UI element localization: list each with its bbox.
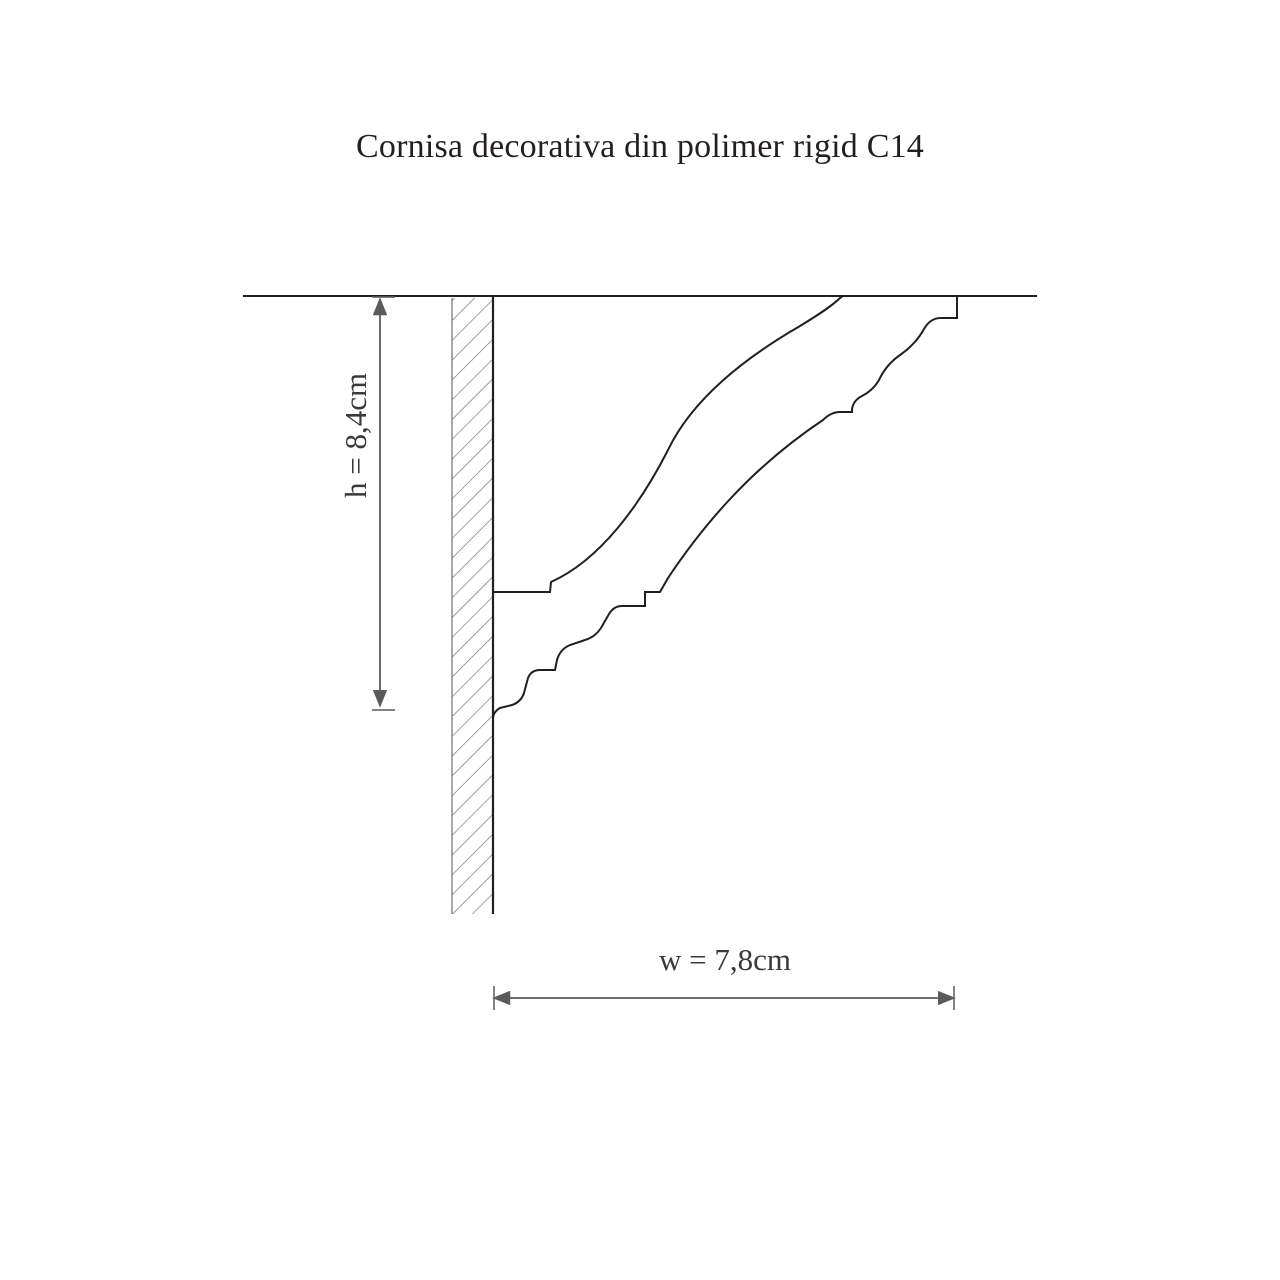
- page-title: Cornisa decorativa din polimer rigid C14: [356, 128, 924, 165]
- molding-profile: [493, 296, 957, 722]
- width-dimension-label: w = 7,8cm: [659, 942, 791, 977]
- wall-hatched: [452, 298, 493, 914]
- height-dimension-label: h = 8,4cm: [338, 372, 373, 498]
